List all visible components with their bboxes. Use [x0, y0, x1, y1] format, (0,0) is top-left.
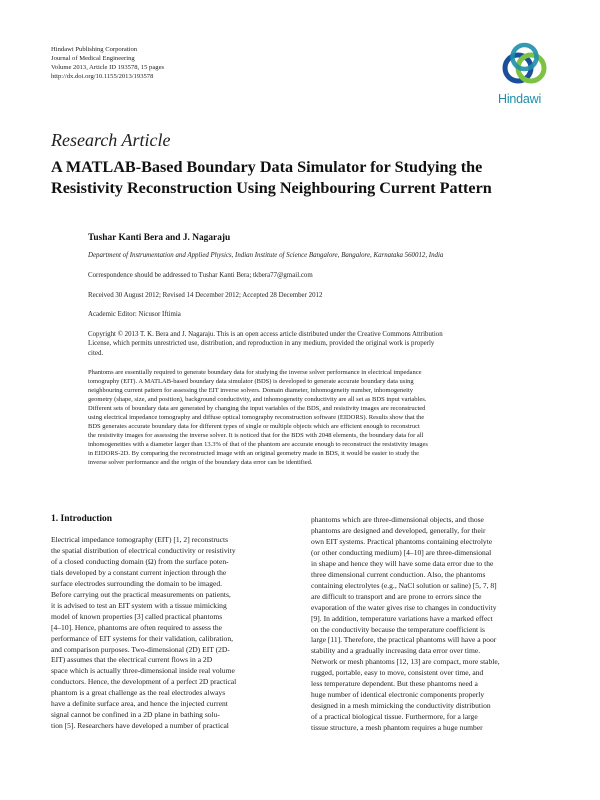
- body-line: surface electrodes surrounding the domain to be imaged.: [51, 578, 223, 588]
- abstract-line: geometry (shape, size, and position), background conductivity, and inhomogeneity conductivity are all set as BDS input variables.: [88, 396, 427, 404]
- body-line: evaporation of the water gives rise to changes in conductivity: [311, 602, 497, 612]
- correspondence: Correspondence should be addressed to Tushar Kanti Bera; tkbera77@gmail.com: [88, 272, 313, 279]
- abstract-line: inhomogeneities with a diameter larger than 13.3% of that of the phantom are accurate enough to reconstruct the resistivity images: [88, 441, 428, 449]
- doi-link[interactable]: http://dx.doi.org/10.1155/2013/193578: [51, 72, 154, 80]
- body-line: it is advised to test an EIT system with a tissue mimicking: [51, 600, 227, 610]
- body-line: stability and a gradually increasing data error over time.: [311, 646, 481, 656]
- body-line: [4–10]. Hence, phantoms are often required to assess the: [51, 622, 223, 632]
- article-title: [51, 157, 571, 198]
- body-line: are difficult to transport and are prone to errors since the: [311, 591, 482, 601]
- hindawi-logo-text: Hindawi: [498, 92, 542, 106]
- body-line: designed in a mesh mimicking the conductivity distribution: [311, 701, 491, 711]
- body-line: (or other conducting medium) [4–10] are three-dimensional: [311, 547, 492, 557]
- body-column-right: [311, 515, 551, 734]
- body-line: on the conductivity because the temperature coefficient is: [311, 624, 485, 634]
- volume-info: Volume 2013, Article ID 193578, 15 pages: [51, 63, 165, 71]
- body-line: and comparison purposes. Two-dimensional (2D) EIT (2D-: [51, 644, 230, 654]
- body-line: tials developed by a constant current injection through the: [51, 567, 227, 577]
- copyright-line: cited.: [88, 349, 104, 357]
- academic-editor: Academic Editor: Nicusor Iftimia: [88, 311, 181, 318]
- body-line: model of known properties [3] called practical phantoms: [51, 611, 223, 621]
- body-line: have a definite surface area, and hence the injected current: [51, 699, 228, 709]
- affiliation: Department of Instrumentation and Applied Physics, Indian Institute of Science Bangalore, Bangalore, Karnataka 560012, India: [88, 252, 444, 259]
- title-line: Resistivity Reconstruction Using Neighbouring Current Pattern: [51, 178, 492, 197]
- body-line: less temperature dependent. But these phantoms need a: [311, 679, 478, 689]
- abstract-line: Phantoms are essentially required to generate boundary data for studying the inverse solver performance in electrical impedance: [88, 369, 422, 376]
- copyright-line: License, which permits unrestricted use, distribution, and reproduction in any medium, provided the original work is properly: [88, 340, 435, 348]
- abstract-line: neighbouring current pattern for assessing the EIT inverse solvers. Domain diameter, inhomogeneity number, inhomogeneity: [88, 387, 413, 395]
- body-line: Before carrying out the practical measurements on patients,: [51, 589, 231, 599]
- body-line: own EIT systems. Practical phantoms containing electrolyte: [311, 536, 493, 546]
- body-line: EIT) assumes that the electrical current flows in a 2D: [51, 655, 213, 665]
- abstract-line: using electrical impedance tomography and diffuse optical tomography reconstruction software (EIDORS). Results show that the: [88, 414, 425, 422]
- body-line: in shape and hence they will have some data error due to the: [311, 558, 494, 568]
- body-line: the spatial distribution of electrical conductivity or resistivity: [51, 545, 236, 555]
- abstract-line: Different sets of boundary data are generated by changing the input variables of the BDS, and resistivity images are reconstructed: [88, 405, 426, 413]
- body-line: Electrical impedance tomography (EIT) [1, 2] reconstructs: [51, 535, 229, 544]
- body-line: [9]. In addition, temperature variations have a marked effect: [311, 613, 493, 623]
- body-line: large [11]. Therefore, the practical phantoms will have a poor: [311, 635, 497, 645]
- body-line: of a closed conducting domain (Ω) from the surface poten-: [51, 556, 229, 566]
- abstract-line: inverse solver performance and the origin of the boundary data error can be identified.: [88, 459, 313, 467]
- abstract-line: tomography (EIT). A MATLAB-based boundary data simulator (BDS) is developed to generate accurate boundary data using: [88, 378, 414, 386]
- body-line: phantoms which are three-dimensional objects, and those: [311, 515, 484, 524]
- authors: Tushar Kanti Bera and J. Nagaraju: [88, 233, 231, 243]
- body-line: of a practical biological tissue. Furthermore, for a large: [311, 712, 478, 722]
- body-line: conductors. Hence, the development of a perfect 2D practical: [51, 677, 237, 687]
- body-line: phantom is a great challenge as the real electrodes always: [51, 688, 226, 698]
- abstract: [88, 368, 551, 468]
- copyright-notice: [88, 330, 551, 358]
- section-heading-introduction: 1. Introduction: [51, 514, 113, 524]
- abstract-line: the resistivity images for assessing the inverse solver. It is noticed that for the BDS with 2048 elements, the boundary data for all: [88, 432, 424, 440]
- body-line: tion [5]. Researchers have developed a number of practical: [51, 721, 229, 731]
- body-line: tissue structure, a mesh phantom requires a huge number: [311, 723, 483, 733]
- body-line: Network or mesh phantoms [12, 13] are compact, more stable,: [311, 657, 500, 667]
- journal-name: Journal of Medical Engineering: [51, 54, 135, 62]
- body-line: phantoms are designed and developed, generally, for their: [311, 525, 486, 535]
- body-line: containing electrolytes (e.g., NaCl solution or saline) [5, 7, 8]: [311, 580, 497, 590]
- body-line: three dimensional current conduction. Also, the phantoms: [311, 569, 486, 579]
- copyright-line: Copyright © 2013 T. K. Bera and J. Nagaraju. This is an open access article distributed under the Creative Commons Attribution: [88, 331, 443, 338]
- journal-header: [51, 46, 164, 82]
- body-line: huge number of identical electronic components properly: [311, 690, 485, 700]
- article-dates: Received 30 August 2012; Revised 14 December 2012; Accepted 28 December 2012: [88, 292, 323, 299]
- publisher-name: Hindawi Publishing Corporation: [51, 46, 138, 53]
- body-column-left: [51, 535, 291, 732]
- abstract-line: in EIDORS-2D. By comparing the reconstructed image with an original geometry made in BDS, it would be easier to study the: [88, 450, 420, 458]
- section-label: Research Article: [51, 130, 171, 150]
- body-line: rugged, portable, easy to move, consistent over time, and: [311, 668, 484, 678]
- body-line: signal cannot be confined in a 2D plane in bathing solu-: [51, 710, 220, 720]
- body-line: space which is actually three-dimensional inside real volume: [51, 666, 235, 676]
- abstract-line: BDS generates accurate boundary data for different types of single or multiple objects which are efficient enough to reconstruct: [88, 423, 420, 431]
- body-line: performance of EIT systems for their validation, calibration,: [51, 633, 233, 643]
- title-line: A MATLAB-Based Boundary Data Simulator for Studying the: [51, 158, 483, 176]
